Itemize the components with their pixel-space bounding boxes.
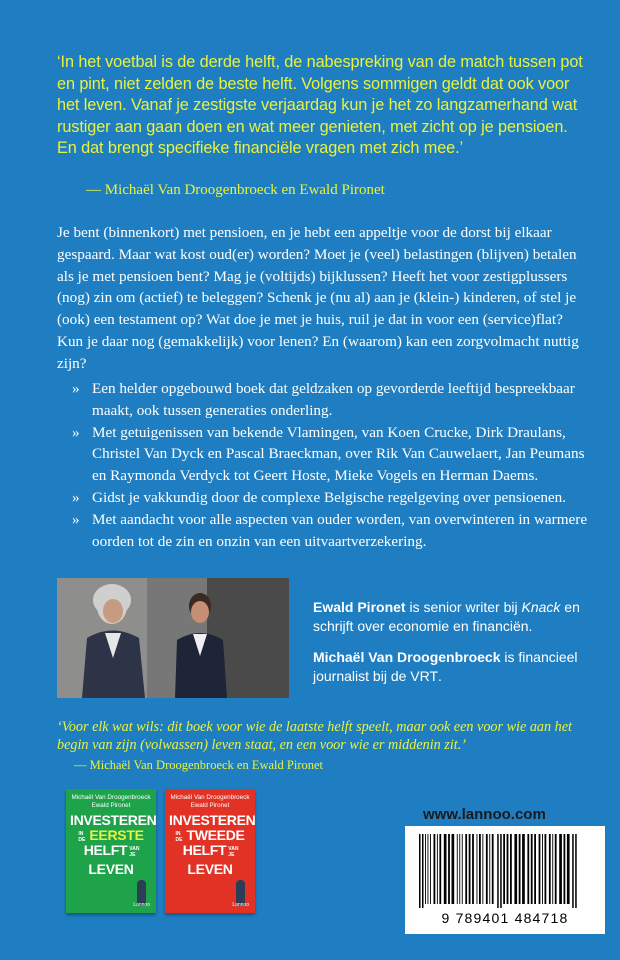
- book-title-line: LEVEN: [88, 861, 134, 877]
- book-title-row: IN DE EERSTE: [78, 827, 144, 843]
- related-book-first-half: [66, 789, 156, 913]
- bullet-marker: »: [72, 488, 80, 506]
- second-quote-attribution: — Michaël Van Droogenbroeck en Ewald Pironet: [74, 758, 324, 772]
- second-quote: ‘Voor elk wat wils: dit boek voor wie de laatste helft speelt, maar ook een voor wie aan het begin van zijn (volwassen) leven staat, en een voor wie er middenin zit.’: [57, 719, 572, 754]
- author-name: Ewald Pironet: [313, 599, 406, 615]
- isbn-number: 9 789401 484718: [441, 910, 569, 926]
- book-publisher: Lannoo: [232, 902, 249, 908]
- book-title-line: INVESTEREN: [169, 812, 256, 828]
- quote-attribution: — Michaël Van Droogenbroeck en Ewald Pironet: [86, 182, 385, 198]
- list-item: [72, 378, 592, 422]
- list-item-text: Met getuigenissen van bekende Vlamingen, van Koen Crucke, Dirk Draulans, Christel Van Dyck en Pascal Braeckman, over Rik Van Cauwelaert, Jan Peumans en Raymonda Verdyck tot Geert Hoste, Mieke Vogels en Herman Daems.: [92, 423, 585, 485]
- bullet-marker: »: [72, 380, 80, 397]
- back-cover-quote: ‘In het voetbal is de derde helft, de nabespreking van de match tussen pot en pint, niet zelden de beste helft. Volgens sommigen geldt dat ook voor het leven. Vanaf je zestigste verjaardag kun je het zo langzamerhand wat rustiger aan gaan doen en wat meer genieten, met zicht op je pensioen. En dat brengt specifieke financiële vragen met zich mee.’: [57, 53, 583, 158]
- bio-text: is financieel journalist bij de: [313, 649, 578, 684]
- magazine-name: Knack: [521, 599, 561, 615]
- barcode-bars: [415, 834, 595, 908]
- book-title-row: HELFT VAN JE: [83, 842, 140, 858]
- book-title-row: IN DE TWEEDE: [175, 827, 245, 843]
- broadcaster-name: VRT: [410, 668, 439, 684]
- author-photo: [57, 578, 289, 698]
- book-publisher: Lannoo: [133, 902, 150, 908]
- book-authors: Michaël Van Droogenbroeck Ewald Pironet: [71, 794, 151, 809]
- feature-list: [72, 378, 592, 552]
- publisher-website: www.lannoo.com: [423, 806, 546, 823]
- related-book-second-half: [165, 789, 255, 913]
- author-bios: [313, 598, 593, 698]
- author-bio-2: [313, 648, 593, 686]
- book-authors: Michaël Van Droogenbroeck Ewald Pironet: [170, 794, 250, 809]
- author-name: Michaël Van Droogenbroeck: [313, 649, 501, 665]
- blurb-paragraph: Je bent (binnenkort) met pensioen, en je hebt een appeltje voor de dorst bij elkaar gespaard. Maar wat kost oud(er) worden? Moet je (veel) belastingen (blijven) betalen als je met pensioen bent? Mag je (voltijds) bijklussen? Heeft het voor zestigplussers (nog) zin om (actief) te beleggen? Schenk je (nu al) aan je (klein-) kinderen, of stel je (ook) een testament op? Wat doe je met je huis, ruil je dat in voor een (service)flat? Kun je daar nog (gemakkelijk) voor lenen? En (waarom) kan een zorgvolmacht nuttig zijn?: [57, 224, 579, 372]
- list-item: [72, 422, 592, 487]
- list-item-text: Met aandacht voor alle aspecten van ouder worden, van overwinteren in warmere oorden tot de zin en onzin van een uitvaartverzekering.: [92, 510, 588, 550]
- list-item: [72, 487, 592, 509]
- book-title-line: LEVEN: [187, 861, 233, 877]
- author-bio-1: [313, 598, 593, 636]
- bio-text: .: [438, 668, 442, 684]
- book-title-line: INVESTEREN: [70, 812, 157, 828]
- list-item-text: Gidst je vakkundig door de complexe Belgische regelgeving over pensioenen.: [92, 488, 567, 506]
- bullet-marker: »: [72, 423, 80, 441]
- book-title-row: HELFT VAN JE: [182, 842, 239, 858]
- bullet-marker: »: [72, 510, 80, 528]
- bio-text: en schrijft over economie en financiën.: [313, 599, 580, 634]
- list-item: [72, 509, 592, 553]
- isbn-barcode: [405, 826, 605, 934]
- list-item-text: Een helder opgebouwd boek dat geldzaken op gevorderde leeftijd bespreekbaar maakt, ook tussen generaties onderling.: [92, 380, 575, 419]
- bio-text: is senior writer bij: [405, 599, 522, 615]
